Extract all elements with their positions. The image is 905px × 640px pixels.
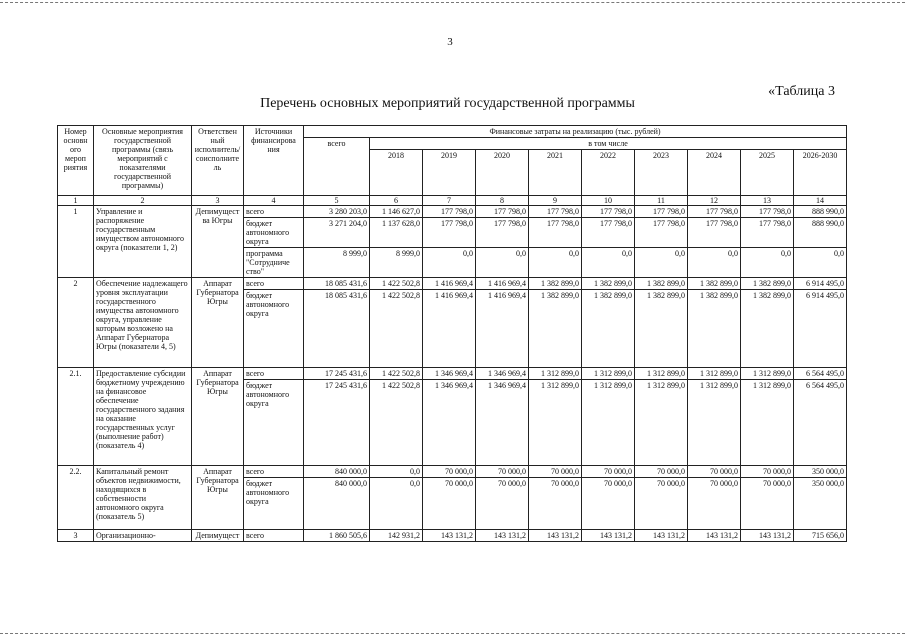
- header-including: в том числе: [370, 138, 847, 150]
- funding-value: 1 382 899,0: [741, 290, 794, 368]
- funding-value: 1 346 969,4: [476, 380, 529, 466]
- funding-value: 143 131,2: [423, 530, 476, 542]
- funding-value: 0,0: [688, 248, 741, 278]
- header-year: 2024: [688, 150, 741, 196]
- header-sources: Источники финансирова ния: [244, 126, 304, 196]
- funding-value: 1 312 899,0: [741, 380, 794, 466]
- funding-value: 70 000,0: [529, 478, 582, 530]
- funding-source: бюджет автономного округа: [244, 290, 304, 368]
- funding-value: 177 798,0: [635, 206, 688, 218]
- funding-value: 143 131,2: [476, 530, 529, 542]
- column-number: 2: [94, 196, 192, 206]
- funding-value: 0,0: [476, 248, 529, 278]
- column-number: 8: [476, 196, 529, 206]
- measure-name: Предоставление субсидии бюджетному учреждению на финансовое обеспечение государственного задания на оказание государственных услуг (выполнение работ) (показатель 4): [94, 368, 192, 466]
- funding-value: 1 382 899,0: [635, 290, 688, 368]
- funding-value: 143 131,2: [688, 530, 741, 542]
- funding-value: 1 382 899,0: [635, 278, 688, 290]
- measure-name: Капитальный ремонт объектов недвижимости, находящихся в собственности автономного округа (показатель 5): [94, 466, 192, 530]
- funding-value: 0,0: [582, 248, 635, 278]
- funding-value: 0,0: [635, 248, 688, 278]
- header-financing: Финансовые затраты на реализацию (тыс. рублей): [304, 126, 847, 138]
- funding-value: 177 798,0: [423, 206, 476, 218]
- funding-value: 1 312 899,0: [529, 380, 582, 466]
- funding-source: всего: [244, 466, 304, 478]
- funding-source: всего: [244, 206, 304, 218]
- funding-value: 70 000,0: [741, 478, 794, 530]
- funding-value: 70 000,0: [476, 478, 529, 530]
- funding-value: 177 798,0: [741, 218, 794, 248]
- funding-value: 70 000,0: [476, 466, 529, 478]
- measure-executor: Депимущест: [192, 530, 244, 542]
- funding-value: 70 000,0: [582, 466, 635, 478]
- document-title: Перечень основных мероприятий государственной программы: [260, 96, 635, 111]
- funding-value: 0,0: [794, 248, 847, 278]
- funding-value: 8 999,0: [304, 248, 370, 278]
- funding-value: 143 131,2: [741, 530, 794, 542]
- funding-value: 143 131,2: [635, 530, 688, 542]
- funding-value: 1 422 502,8: [370, 290, 423, 368]
- table-row: [58, 278, 847, 290]
- funding-value: 0,0: [741, 248, 794, 278]
- funding-value: 1 312 899,0: [582, 380, 635, 466]
- funding-value: 177 798,0: [582, 206, 635, 218]
- funding-value: 177 798,0: [688, 206, 741, 218]
- header-year: 2021: [529, 150, 582, 196]
- funding-value: 70 000,0: [423, 466, 476, 478]
- funding-value: 3 271 204,0: [304, 218, 370, 248]
- funding-value: 177 798,0: [688, 218, 741, 248]
- measure-name: Организационно-: [94, 530, 192, 542]
- column-number-row: [58, 196, 847, 206]
- table-label: «Таблица 3: [768, 84, 835, 99]
- page-number: 3: [447, 36, 453, 48]
- funding-value: 8 999,0: [370, 248, 423, 278]
- funding-value: 143 131,2: [582, 530, 635, 542]
- funding-value: 1 422 502,8: [370, 278, 423, 290]
- funding-value: 1 382 899,0: [688, 278, 741, 290]
- column-number: 9: [529, 196, 582, 206]
- funding-value: 350 000,0: [794, 478, 847, 530]
- funding-value: 715 656,0: [794, 530, 847, 542]
- funding-value: 1 382 899,0: [582, 278, 635, 290]
- funding-source: бюджет автономного округа: [244, 218, 304, 248]
- funding-value: 142 931,2: [370, 530, 423, 542]
- column-number: 1: [58, 196, 94, 206]
- funding-value: 70 000,0: [688, 478, 741, 530]
- funding-value: 17 245 431,6: [304, 380, 370, 466]
- table-row: [58, 206, 847, 218]
- table-row: [58, 368, 847, 380]
- column-number: 12: [688, 196, 741, 206]
- header-executor: Ответствен ный исполнитель/ соисполните ль: [192, 126, 244, 196]
- funding-value: 70 000,0: [582, 478, 635, 530]
- funding-value: 70 000,0: [635, 478, 688, 530]
- header-year-total: всего: [304, 138, 370, 196]
- funding-value: 6 564 495,0: [794, 380, 847, 466]
- funding-value: 0,0: [423, 248, 476, 278]
- funding-value: 70 000,0: [529, 466, 582, 478]
- funding-value: 1 382 899,0: [529, 278, 582, 290]
- funding-value: 1 346 969,4: [423, 368, 476, 380]
- column-number: 4: [244, 196, 304, 206]
- funding-source: всего: [244, 530, 304, 542]
- funding-value: 1 146 627,0: [370, 206, 423, 218]
- funding-value: 1 137 628,0: [370, 218, 423, 248]
- column-number: 11: [635, 196, 688, 206]
- funding-value: 3 280 203,0: [304, 206, 370, 218]
- funding-value: 1 382 899,0: [582, 290, 635, 368]
- funding-value: 1 416 969,4: [423, 278, 476, 290]
- funding-value: 18 085 431,6: [304, 278, 370, 290]
- header-year: 2022: [582, 150, 635, 196]
- measure-executor: Аппарат Губернатора Югры: [192, 466, 244, 530]
- program-measures-table: [57, 125, 847, 542]
- funding-value: 1 416 969,4: [476, 290, 529, 368]
- funding-value: 70 000,0: [741, 466, 794, 478]
- table-row: [58, 530, 847, 542]
- funding-value: 1 346 969,4: [423, 380, 476, 466]
- funding-value: 840 000,0: [304, 466, 370, 478]
- funding-value: 1 312 899,0: [741, 368, 794, 380]
- funding-value: 1 312 899,0: [582, 368, 635, 380]
- funding-value: 1 312 899,0: [635, 368, 688, 380]
- measure-executor: Аппарат Губернатора Югры: [192, 368, 244, 466]
- funding-value: 177 798,0: [582, 218, 635, 248]
- measure-number: 1: [58, 206, 94, 278]
- funding-value: 1 382 899,0: [688, 290, 741, 368]
- funding-source: всего: [244, 278, 304, 290]
- measure-number: 2: [58, 278, 94, 368]
- funding-value: 1 422 502,8: [370, 368, 423, 380]
- funding-value: 6 914 495,0: [794, 290, 847, 368]
- scan-artifact-bottom: [0, 633, 905, 634]
- funding-value: 143 131,2: [529, 530, 582, 542]
- header-year: 2026-2030: [794, 150, 847, 196]
- funding-source: всего: [244, 368, 304, 380]
- funding-value: 1 312 899,0: [529, 368, 582, 380]
- funding-source: бюджет автономного округа: [244, 380, 304, 466]
- column-number: 7: [423, 196, 476, 206]
- column-number: 6: [370, 196, 423, 206]
- funding-value: 888 990,0: [794, 206, 847, 218]
- table-body: [58, 206, 847, 542]
- funding-value: 1 382 899,0: [741, 278, 794, 290]
- funding-value: 70 000,0: [688, 466, 741, 478]
- funding-value: 177 798,0: [529, 206, 582, 218]
- column-number: 5: [304, 196, 370, 206]
- funding-source: программа "Сотрудниче ство": [244, 248, 304, 278]
- measure-name: Обеспечение надлежащего уровня эксплуатации государственного имущества автономного округа, управление которым возложено на Аппарат Губернатора Югры (показатели 4, 5): [94, 278, 192, 368]
- measure-executor: Депимущест ва Югры: [192, 206, 244, 278]
- funding-value: 18 085 431,6: [304, 290, 370, 368]
- funding-value: 177 798,0: [635, 218, 688, 248]
- funding-value: 1 860 505,6: [304, 530, 370, 542]
- funding-value: 70 000,0: [635, 466, 688, 478]
- funding-value: 1 312 899,0: [635, 380, 688, 466]
- column-number: 14: [794, 196, 847, 206]
- funding-value: 1 416 969,4: [423, 290, 476, 368]
- funding-value: 1 416 969,4: [476, 278, 529, 290]
- header-year: 2020: [476, 150, 529, 196]
- funding-value: 0,0: [529, 248, 582, 278]
- table-row: [58, 466, 847, 478]
- measure-executor: Аппарат Губернатора Югры: [192, 278, 244, 368]
- header-measures: Основные мероприятия государственной программы (связь мероприятий с показателями государственной программы): [94, 126, 192, 196]
- funding-value: 1 312 899,0: [688, 368, 741, 380]
- funding-value: 6 914 495,0: [794, 278, 847, 290]
- funding-value: 0,0: [370, 466, 423, 478]
- measure-number: 3: [58, 530, 94, 542]
- header-number: Номер основн ого мероп риятия: [58, 126, 94, 196]
- funding-value: 70 000,0: [423, 478, 476, 530]
- funding-source: бюджет автономного округа: [244, 478, 304, 530]
- header-year: 2018: [370, 150, 423, 196]
- funding-value: 1 422 502,8: [370, 380, 423, 466]
- funding-value: 177 798,0: [476, 206, 529, 218]
- funding-value: 1 346 969,4: [476, 368, 529, 380]
- header-year: 2025: [741, 150, 794, 196]
- funding-value: 6 564 495,0: [794, 368, 847, 380]
- scan-artifact-top: [0, 2, 905, 3]
- funding-value: 350 000,0: [794, 466, 847, 478]
- funding-value: 1 382 899,0: [529, 290, 582, 368]
- funding-value: 0,0: [370, 478, 423, 530]
- funding-value: 177 798,0: [423, 218, 476, 248]
- column-number: 10: [582, 196, 635, 206]
- funding-value: 840 000,0: [304, 478, 370, 530]
- measure-number: 2.2.: [58, 466, 94, 530]
- funding-value: 1 312 899,0: [688, 380, 741, 466]
- funding-value: 177 798,0: [741, 206, 794, 218]
- funding-value: 17 245 431,6: [304, 368, 370, 380]
- funding-value: 888 990,0: [794, 218, 847, 248]
- header-year: 2023: [635, 150, 688, 196]
- column-number: 3: [192, 196, 244, 206]
- measure-name: Управление и распоряжение государственным имуществом автономного округа (показатели 1, 2): [94, 206, 192, 278]
- funding-value: 177 798,0: [476, 218, 529, 248]
- measure-number: 2.1.: [58, 368, 94, 466]
- column-number: 13: [741, 196, 794, 206]
- funding-value: 177 798,0: [529, 218, 582, 248]
- header-year: 2019: [423, 150, 476, 196]
